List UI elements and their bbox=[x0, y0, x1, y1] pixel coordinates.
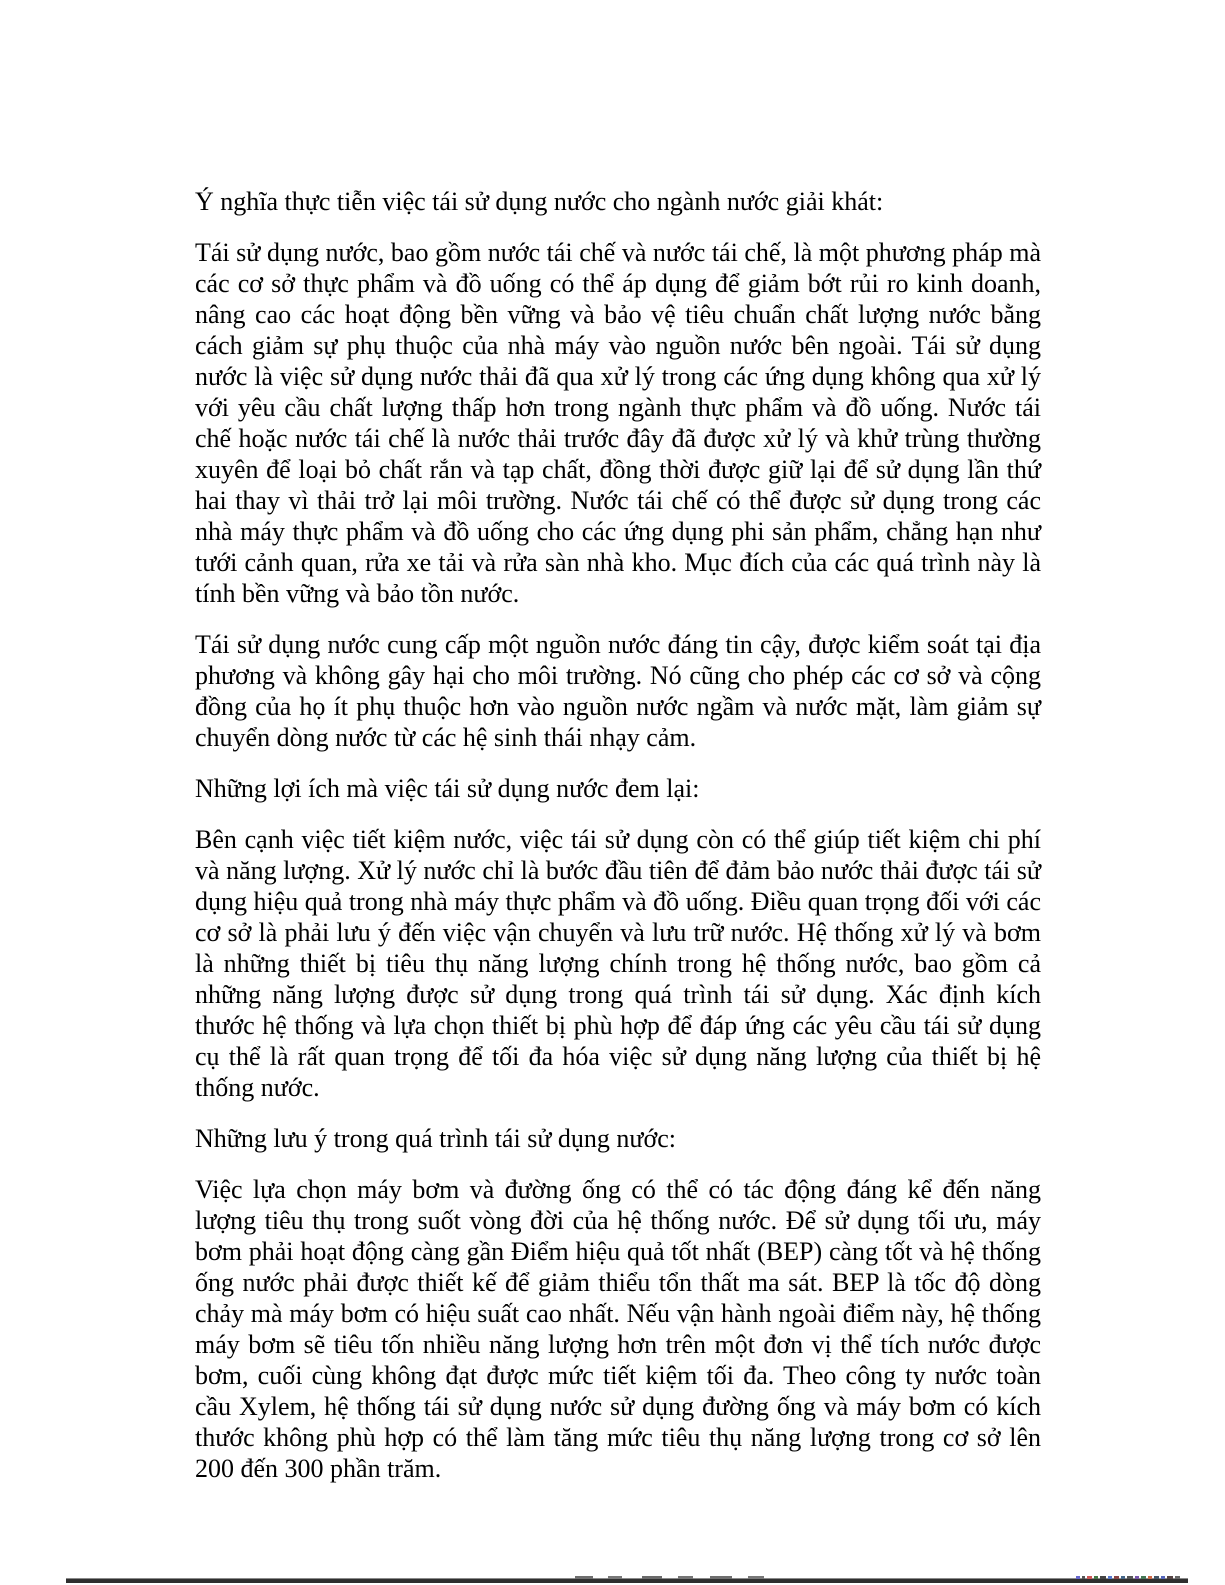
next-page-cutoff-text-mark bbox=[1127, 1576, 1133, 1579]
next-page-cutoff-text-mark bbox=[1087, 1576, 1092, 1579]
next-page-cutoff-text-mark bbox=[1135, 1576, 1139, 1579]
next-page-cutoff-text-mark bbox=[1161, 1576, 1165, 1579]
next-page-cutoff-text-mark bbox=[710, 1576, 732, 1579]
next-page-cutoff-text-mark bbox=[642, 1576, 662, 1579]
next-page-top-edge bbox=[66, 1578, 1188, 1583]
paragraph: Bên cạnh việc tiết kiệm nước, việc tái sử dụng còn có thể giúp tiết kiệm chi phí và năng lượng. Xử lý nước chỉ là bước đầu tiên để đảm bảo nước thải được tái sử dụng hiệu quả trong nhà máy thực phẩm và đồ uống. Điều quan trọng đối với các cơ sở là phải lưu ý đến việc vận chuyển và lưu trữ nước. Hệ thống xử lý và bơm là những thiết bị tiêu thụ năng lượng chính trong hệ thống nước, bao gồm cả những năng lượng được sử dụng trong quá trình tái sử dụng. Xác định kích thước hệ thống và lựa chọn thiết bị phù hợp để đáp ứng các yêu cầu tái sử dụng cụ thể là rất quan trọng để tối đa hóa việc sử dụng năng lượng của thiết bị hệ thống nước. bbox=[195, 825, 1041, 1102]
paragraph: Việc lựa chọn máy bơm và đường ống có thể có tác động đáng kể đến năng lượng tiêu thụ trong suốt vòng đời của hệ thống nước. Để sử dụng tối ưu, máy bơm phải hoạt động càng gần Điểm hiệu quả tốt nhất (BEP) càng tốt và hệ thống ống nước phải được thiết kế để giảm thiểu tổn thất ma sát. BEP là tốc độ dòng chảy mà máy bơm có hiệu suất cao nhất. Nếu vận hành ngoài điểm này, hệ thống máy bơm sẽ tiêu tốn nhiều năng lượng hơn trên một đơn vị thể tích nước được bơm, cuối cùng không đạt được mức tiết kiệm tối đa. Theo công ty nước toàn cầu Xylem, hệ thống tái sử dụng nước sử dụng đường ống và máy bơm có kích thước không phù hợp có thể làm tăng mức tiêu thụ năng lượng trong cơ sở lên 200 đến 300 phần trăm. bbox=[195, 1175, 1041, 1483]
section-heading: Ý nghĩa thực tiễn việc tái sử dụng nước cho ngành nước giải khát: bbox=[195, 187, 884, 216]
next-page-cutoff-text-mark bbox=[1108, 1576, 1112, 1579]
section-heading: Những lợi ích mà việc tái sử dụng nước đem lại: bbox=[195, 774, 700, 803]
next-page-cutoff-text-mark bbox=[1148, 1576, 1152, 1579]
section-heading: Những lưu ý trong quá trình tái sử dụng nước: bbox=[195, 1124, 677, 1153]
next-page-cutoff-text-mark bbox=[1076, 1576, 1080, 1579]
next-page-cutoff-text-mark bbox=[1114, 1576, 1119, 1579]
next-page-cutoff-text-mark bbox=[1094, 1576, 1098, 1579]
next-page-cutoff-text-mark bbox=[608, 1576, 622, 1579]
document-body bbox=[195, 186, 1041, 1504]
next-page-cutoff-text-mark bbox=[1082, 1576, 1085, 1579]
next-page-cutoff-text-mark bbox=[748, 1576, 764, 1579]
next-page-cutoff-text-mark bbox=[1175, 1576, 1180, 1579]
next-page-cutoff-text-mark bbox=[1141, 1576, 1146, 1579]
next-page-cutoff-text-mark bbox=[1167, 1576, 1173, 1579]
next-page-cutoff-text-mark bbox=[1100, 1576, 1106, 1579]
next-page-cutoff-text-mark bbox=[1121, 1576, 1125, 1579]
paragraph: Tái sử dụng nước cung cấp một nguồn nước đáng tin cậy, được kiểm soát tại địa phương và không gây hại cho môi trường. Nó cũng cho phép các cơ sở và cộng đồng của họ ít phụ thuộc hơn vào nguồn nước ngầm và nước mặt, làm giảm sự chuyển dòng nước từ các hệ sinh thái nhạy cảm. bbox=[195, 630, 1041, 752]
next-page-cutoff-text-mark bbox=[575, 1576, 593, 1579]
next-page-cutoff-text-mark bbox=[1154, 1576, 1159, 1579]
next-page-cutoff-text-mark bbox=[678, 1576, 693, 1579]
paragraph: Tái sử dụng nước, bao gồm nước tái chế và nước tái chế, là một phương pháp mà các cơ sở thực phẩm và đồ uống có thể áp dụng để giảm bớt rủi ro kinh doanh, nâng cao các hoạt động bền vững và bảo vệ tiêu chuẩn chất lượng nước bằng cách giảm sự phụ thuộc của nhà máy vào nguồn nước bên ngoài. Tái sử dụng nước là việc sử dụng nước thải đã qua xử lý trong các ứng dụng không qua xử lý với yêu cầu chất lượng thấp hơn trong ngành thực phẩm và đồ uống. Nước tái chế hoặc nước tái chế là nước thải trước đây đã được xử lý và khử trùng thường xuyên để loại bỏ chất rắn và tạp chất, đồng thời được giữ lại để sử dụng lần thứ hai thay vì thải trở lại môi trường. Nước tái chế có thể được sử dụng trong các nhà máy thực phẩm và đồ uống cho các ứng dụng phi sản phẩm, chẳng hạn như tưới cảnh quan, rửa xe tải và rửa sàn nhà kho. Mục đích của các quá trình này là tính bền vững và bảo tồn nước. bbox=[195, 238, 1041, 608]
